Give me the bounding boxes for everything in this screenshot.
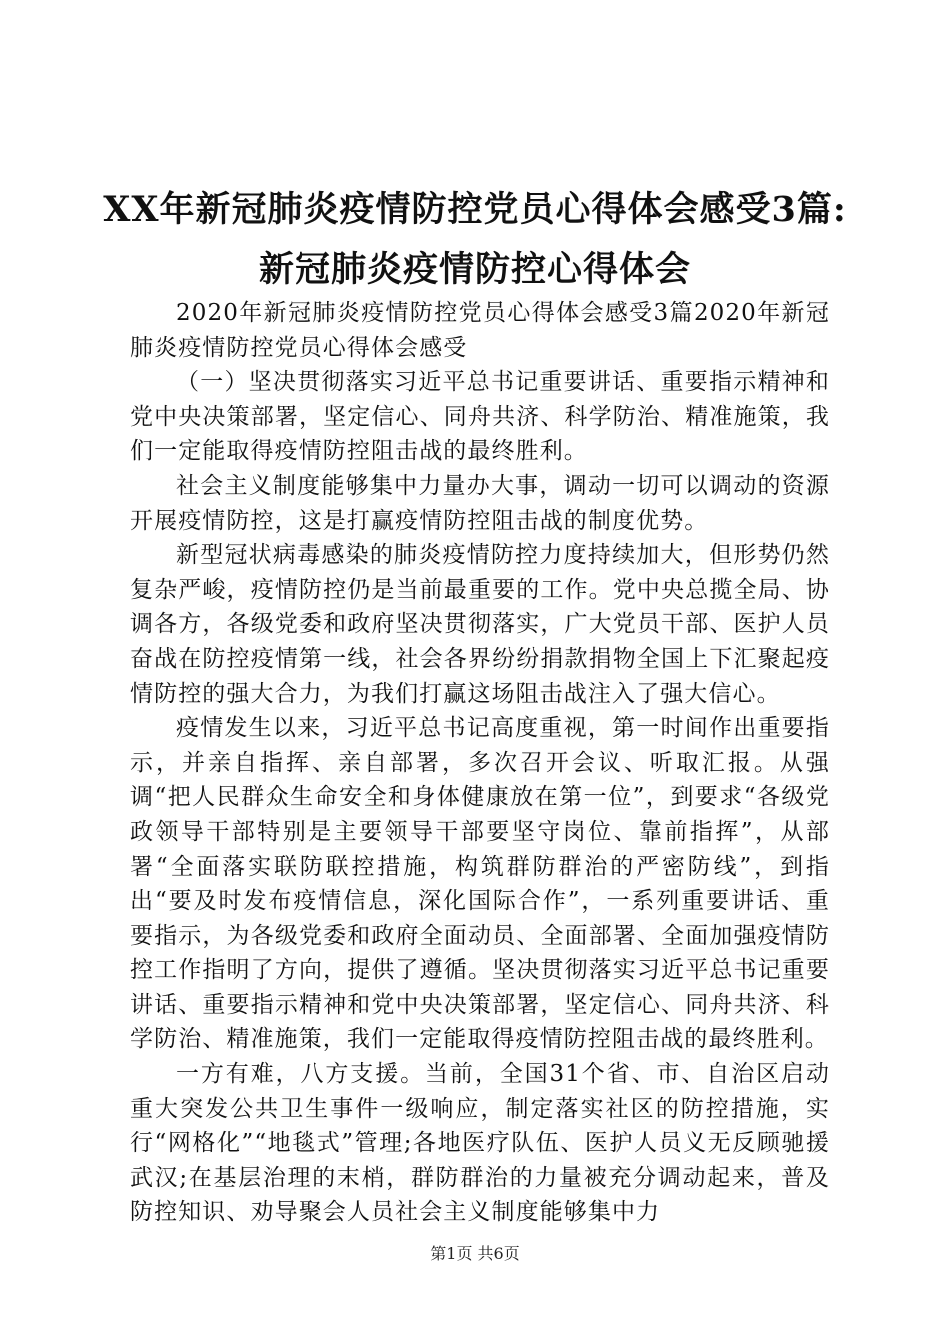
paragraph: 新型冠状病毒感染的肺炎疫情防控力度持续加大，但形势仍然复杂严峻，疫情防控仍是当前最重要的工作。党中央总揽全局、协调各方，各级党委和政府坚决贯彻落实，广大党员干部、医护人员奋战在防控疫情第一线，社会各界纷纷捐款捐物全国上下汇聚起疫情防控的强大合力，为我们打赢这场阻击战注入了强大信心。 <box>130 542 830 707</box>
document-title-line-2: 新冠肺炎疫情防控心得体会 <box>258 249 691 290</box>
paragraph: 2020年新冠肺炎疫情防控党员心得体会感受3篇2020年新冠肺炎疫情防控党员心得体会感受 <box>130 300 830 361</box>
paragraph: 社会主义制度能够集中力量办大事，调动一切可以调动的资源开展疫情防控，这是打赢疫情防控阻击战的制度优势。 <box>130 472 830 534</box>
paragraph: （一）坚决贯彻落实习近平总书记重要讲话、重要指示精神和党中央决策部署，坚定信心、同舟共济、科学防治、精准施策，我们一定能取得疫情防控阻击战的最终胜利。 <box>130 369 830 465</box>
paragraph: 一方有难，八方支援。当前，全国31个省、市、自治区启动重大突发公共卫生事件一级响应，制定落实社区的防控措施，实行“网格化”“地毯式”管理;各地医疗队伍、医护人员义无反顾驰援武汉;在基层治理的末梢，群防群治的力量被充分调动起来，普及防控知识、劝导聚会人员社会主义制度能够集中力 <box>130 1061 830 1226</box>
document-title-line-1: XX年新冠肺炎疫情防控党员心得体会感受3篇: <box>103 189 847 230</box>
paragraph: 疫情发生以来，习近平总书记高度重视，第一时间作出重要指示，并亲自指挥、亲自部署，多次召开会议、听取汇报。从强调“把人民群众生命安全和身体健康放在第一位”，到要求“各级党政领导干部特别是主要领导干部要坚守岗位、靠前指挥”，从部署“全面落实联防联控措施，构筑群防群治的严密防线”，到指出“要及时发布疫情信息，深化国际合作”，一系列重要讲话、重要指示，为各级党委和政府全面动员、全面部署、全面加强疫情防控工作指明了方向，提供了遵循。坚决贯彻落实习近平总书记重要讲话、重要指示精神和党中央决策部署，坚定信心、同舟共济、科学防治、精准施策，我们一定能取得疫情防控阻击战的最终胜利。 <box>130 715 830 1053</box>
document-body <box>130 296 830 1230</box>
page-footer: 第1页 共6页 <box>430 1244 520 1263</box>
